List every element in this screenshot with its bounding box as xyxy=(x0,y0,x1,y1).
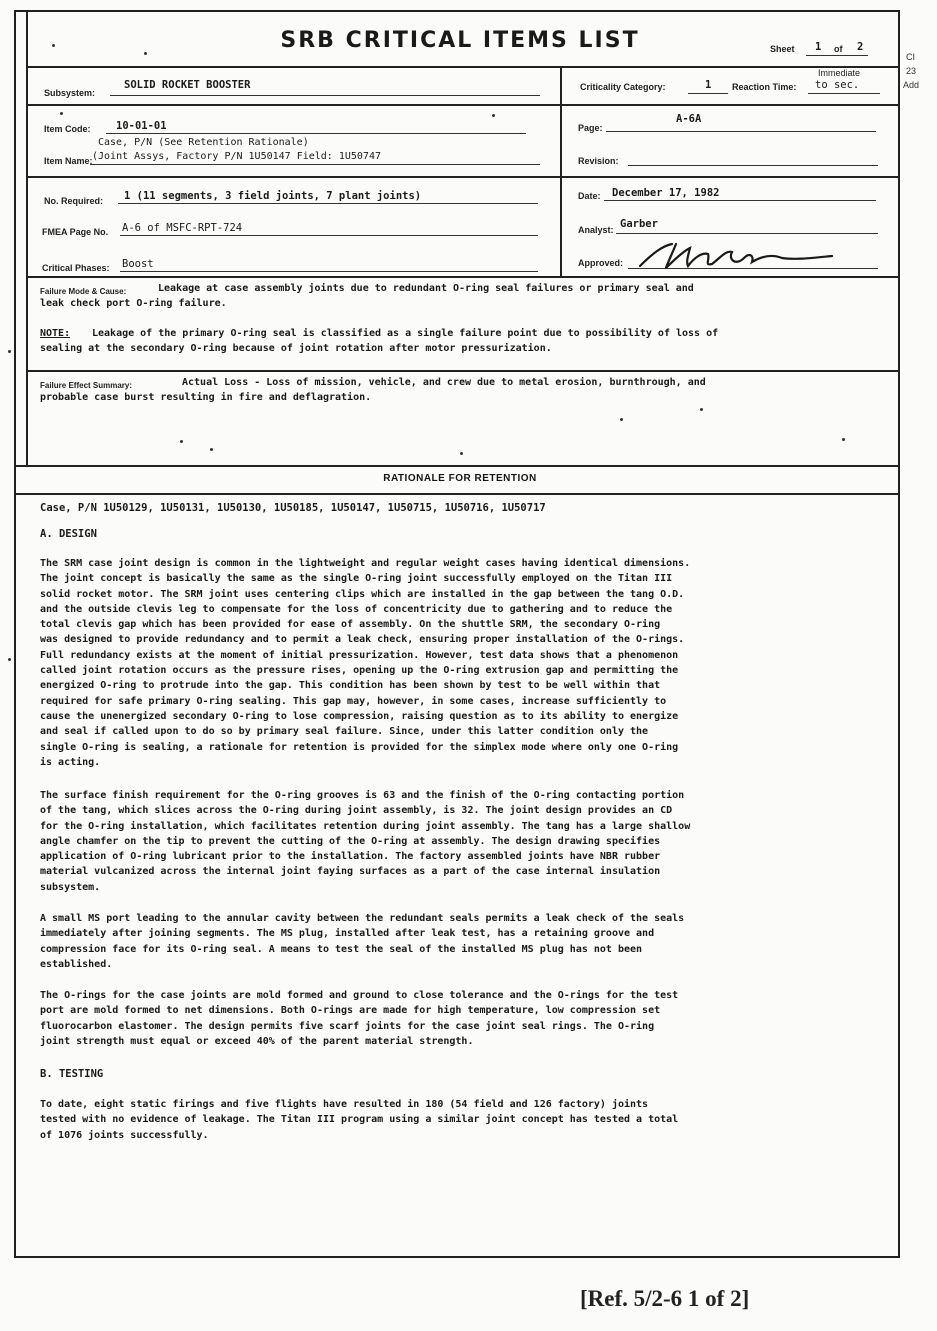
rule-rationale-title xyxy=(16,493,900,495)
testing-heading: B. TESTING xyxy=(40,1068,104,1080)
rationale-title: RATIONALE FOR RETENTION xyxy=(383,473,537,484)
scan-speck xyxy=(492,114,495,117)
critical-phases-label: Critical Phases: xyxy=(42,263,110,273)
critical-phases-value: Boost xyxy=(122,258,154,270)
effect-line-1: Actual Loss - Loss of mission, vehicle, and crew due to metal erosion, burnthrough, and xyxy=(182,377,706,388)
scan-speck xyxy=(8,658,11,661)
page-label: Page: xyxy=(578,123,603,133)
failure-mode-line-1: Leakage at case assembly joints due to redundant O-ring seal failures or primary seal and xyxy=(158,283,694,294)
fmea-label: FMEA Page No. xyxy=(42,227,109,237)
item-name-line-2: (Joint Assys, Factory P/N 1U50147 Field: 1U50747 xyxy=(92,151,381,162)
scan-speck xyxy=(842,438,845,441)
effect-line-2: probable case burst resulting in fire and deflagration. xyxy=(40,392,372,403)
analyst-underline xyxy=(616,233,878,234)
scan-speck xyxy=(180,440,183,443)
analyst-value: Garber xyxy=(620,218,658,230)
rationale-parts-line: Case, P/N 1U50129, 1U50131, 1U50130, 1U50185, 1U50147, 1U50715, 1U50716, 1U50717 xyxy=(40,502,546,514)
revision-label: Revision: xyxy=(578,156,619,166)
subsystem-value: SOLID ROCKET BOOSTER xyxy=(124,79,251,91)
page-value: A-6A xyxy=(676,113,702,125)
scan-speck xyxy=(144,52,147,55)
scan-speck xyxy=(700,408,703,411)
rule-subsystem xyxy=(26,104,900,106)
date-value: December 17, 1982 xyxy=(612,187,720,199)
analyst-label: Analyst: xyxy=(578,225,614,235)
date-underline xyxy=(604,200,876,201)
design-paragraph-2: The surface finish requirement for the O-ring grooves is 63 and the finish of the O-ring contacting portion of the tang, which slices across the O-ring during joint assembly, is 32. The joint design provides an CD for the O-ring installation, which facilitates retention during joint assembly. The tang has a large shallow angle chamfer on the tip to prevent the cutting of the O-ring at assembly. The design drawing specifies application of O-ring lubricant prior to the installation. The factory assembled joints have NBR rubber material vulcanized across the internal joint faying surfaces as a part of the case internal insulation subsystem. xyxy=(40,790,691,893)
note-line-1: Leakage of the primary O-ring seal is classified as a single failure point due to possibility of loss of xyxy=(92,328,719,339)
design-heading: A. DESIGN xyxy=(40,528,97,540)
rule-title xyxy=(26,66,900,68)
reference-label: [Ref. 5/2-6 1 of 2] xyxy=(580,1286,750,1311)
rule-effect xyxy=(16,465,900,467)
item-name-underline xyxy=(90,164,540,165)
fmea-underline xyxy=(120,235,538,236)
revision-underline xyxy=(628,165,878,166)
failure-mode-line-2: leak check port O-ring failure. xyxy=(40,298,227,309)
testing-paragraph-1: To date, eight static firings and five flights have resulted in 180 (54 field and 126 factory) joints tested with no evidence of leakage. The Titan III program using a similar joint concept has tested a total of 1076 joints successfully. xyxy=(40,1099,679,1141)
scan-speck xyxy=(52,44,55,47)
subsystem-label: Subsystem: xyxy=(44,88,96,98)
criticality-underline xyxy=(688,93,728,94)
approved-label: Approved: xyxy=(578,258,623,268)
note-label: NOTE: xyxy=(40,328,71,339)
sheet-total: 2 xyxy=(857,41,864,53)
reaction-label: Reaction Time: xyxy=(732,82,797,92)
sheet-number: 1 xyxy=(815,41,822,53)
side-mark-add: Add xyxy=(903,80,920,90)
critical-phases-underline xyxy=(120,271,538,272)
criticality-label: Criticality Category: xyxy=(580,82,666,92)
item-name-label: Item Name: xyxy=(44,156,93,166)
no-required-value: 1 (11 segments, 3 field joints, 7 plant joints) xyxy=(124,190,422,202)
rule-left-upper xyxy=(26,12,28,467)
fmea-value: A-6 of MSFC-RPT-724 xyxy=(122,222,243,234)
failure-mode-label: Failure Mode & Cause: xyxy=(40,287,127,296)
scan-speck xyxy=(210,448,213,451)
design-paragraph-4: The O-rings for the case joints are mold formed and ground to close tolerance and the O-rings for the test port are mold formed to net dimensions. Both O-rings are made for high temperature, low compression set fluorocarbon elastomer. The design permits five scarf joints for the case joint seal rings. The O-ring joint strength must equal or exceed 40% of the parent material strength. xyxy=(40,990,679,1047)
side-mark-ci: CI xyxy=(906,52,915,62)
sheet-of-label: of xyxy=(834,44,843,54)
side-mark-23: 23 xyxy=(906,66,917,76)
item-code-label: Item Code: xyxy=(44,124,91,134)
effect-label: Failure Effect Summary: xyxy=(40,381,133,390)
design-paragraph-1: The SRM case joint design is common in the lightweight and regular weight cases having identical dimensions. The joint concept is basically the same as the single O-ring joint successfully employed on the Titan III solid rocket motor. The SRM joint uses centering clips which are installed in the gap between the tang O.D. and the outside clevis leg to compensate for the loss of concentricity due to gathering and to reduce the total clevis gap which has been provided for ease of assembly. On the shuttle SRM, the secondary O-ring was designed to provide redundancy and to permit a leak check, ensuring proper installation of the O-rings. Full redundancy exists at the moment of initial pressurization. However, test data shows that a phenomenon called joint rotation occurs as the pressure rises, opening up the O-ring extrusion gap and permitting the energized O-ring to protrude into the gap. This condition has been shown by test to be well within that required for safe primary O-ring sealing. This gap may, however, in some cases, increase sufficiently to cause the unenergized secondary O-ring to lose compression, raising question as to its ability to energize and seal if called upon to do so by primary seal failure. Since, under this latter condition only the single O-ring is sealing, a rationale for retention is provided for the simplex mode where only one O-ring is acting. xyxy=(40,558,691,768)
item-code-value: 10-01-01 xyxy=(116,120,167,132)
scan-speck xyxy=(60,112,63,115)
item-name-line-1: Case, P/N (See Retention Rationale) xyxy=(98,137,309,148)
page-title: SRB CRITICAL ITEMS LIST xyxy=(280,28,640,53)
page-underline xyxy=(606,131,876,132)
sheet-underline xyxy=(806,55,868,56)
rule-middle xyxy=(560,66,562,276)
date-label: Date: xyxy=(578,191,601,201)
scan-speck xyxy=(620,418,623,421)
approval-signature xyxy=(632,236,842,276)
reaction-value: to sec. xyxy=(815,79,860,91)
scan-speck xyxy=(460,452,463,455)
sheet-label: Sheet xyxy=(770,44,795,54)
scan-speck xyxy=(8,350,11,353)
rule-required xyxy=(26,276,900,278)
note-line-2: sealing at the secondary O-ring because of joint rotation after motor pressurization. xyxy=(40,343,552,354)
design-paragraph-3: A small MS port leading to the annular cavity between the redundant seals permits a leak check of the seals immediately after joining segments. The MS plug, installed after leak test, has a retaining groove and compression face for its O-ring seal. A means to test the seal of the installed MS plug has not been established. xyxy=(40,913,685,970)
item-code-underline xyxy=(106,133,526,134)
no-required-underline xyxy=(118,203,538,204)
rule-itemcode xyxy=(26,176,900,178)
reaction-value-top: Immediate xyxy=(818,68,861,78)
criticality-value: 1 xyxy=(705,79,712,91)
rule-failure-mode xyxy=(26,370,900,372)
subsystem-underline xyxy=(110,95,540,96)
no-required-label: No. Required: xyxy=(44,196,104,206)
reaction-underline xyxy=(808,93,880,94)
